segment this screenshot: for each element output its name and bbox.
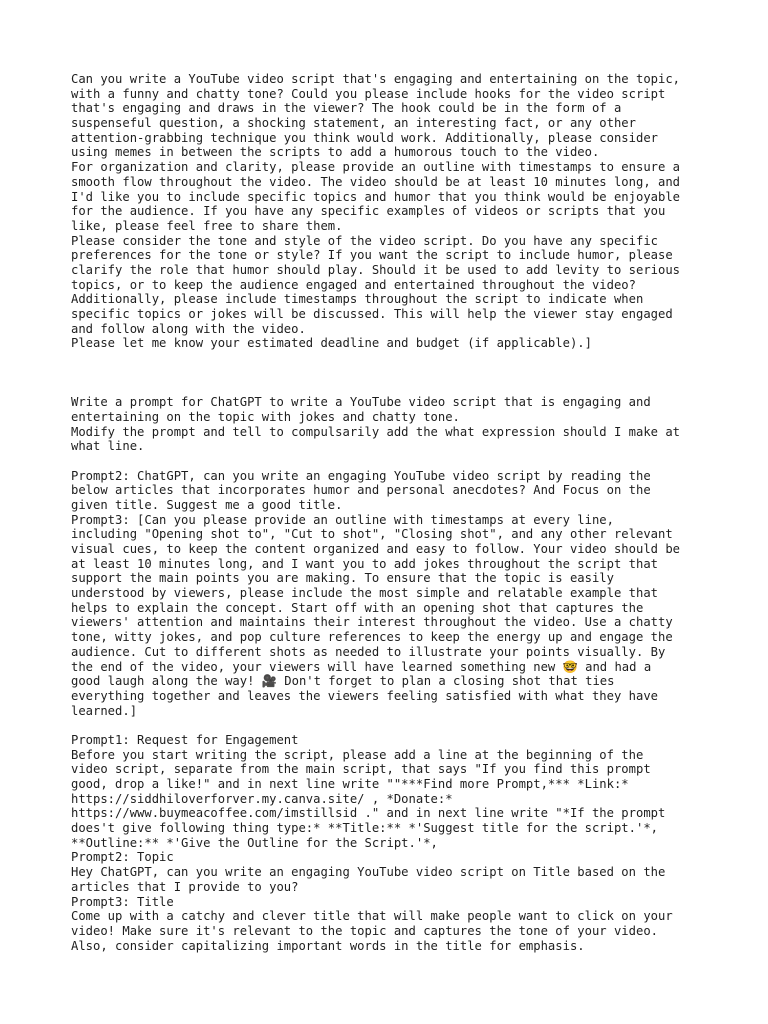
text-line: Write a prompt for ChatGPT to write a YouTube video script that is engaging and: [71, 395, 651, 410]
text-line: Additionally, please include timestamps throughout the script to indicate when: [71, 292, 644, 307]
text-line: and follow along with the video.: [71, 321, 306, 336]
text-line: good laugh along the way! 🎥 Don't forget to plan a closing shot that ties: [71, 674, 615, 689]
text-line: with a funny and chatty tone? Could you please include hooks for the video script: [71, 86, 666, 101]
text-line: video! Make sure it's relevant to the topic and captures the tone of your video.: [71, 923, 658, 938]
text-line: for the audience. If you have any specific examples of videos or scripts that you: [71, 204, 666, 219]
text-line: like, please feel free to share them.: [71, 218, 343, 233]
text-line: video script, separate from the main script, that says "If you find this prompt: [71, 762, 651, 777]
text-line: articles that I provide to you?: [71, 879, 299, 894]
text-line: Hey ChatGPT, can you write an engaging YouTube video script on Title based on the: [71, 865, 666, 880]
text-line: visual cues, to keep the content organized and easy to follow. Your video should be: [71, 542, 681, 557]
blank-spacer: [71, 380, 711, 395]
text-line: Prompt2: Topic: [71, 850, 174, 865]
blank-spacer: [71, 351, 711, 380]
text-line: that's engaging and draws in the viewer? The hook could be in the form of a: [71, 101, 622, 116]
text-line: Before you start writing the script, please add a line at the beginning of the: [71, 747, 644, 762]
text-line: https://siddhiloverforver.my.canva.site/ , *Donate:*: [71, 791, 453, 806]
paragraph-prompt-series: [71, 733, 711, 953]
text-line: https://www.buymeacoffee.com/imstillsid ." and in next line write "*If the prompt: [71, 806, 666, 821]
text-line: the end of the video, your viewers will have learned something new 🤓 and had a: [71, 659, 652, 674]
text-line: specific topics or jokes will be discussed. This will help the viewer stay engaged: [71, 307, 673, 321]
text-line: Prompt3: [Can you please provide an outline with timestamps at every line,: [71, 512, 614, 527]
text-line: For organization and clarity, please provide an outline with timestamps to ensure a: [71, 160, 681, 175]
paragraph-chatgpt-prompt-instruction: [71, 395, 711, 454]
text-line: suspenseful question, a shocking statement, an interesting fact, or any other: [71, 116, 636, 131]
text-line: Please consider the tone and style of the video script. Do you have any specific: [71, 233, 658, 248]
text-line: attention-grabbing technique you think would work. Additionally, please consider: [71, 130, 658, 145]
text-line: understood by viewers, please include the most simple and relatable example that: [71, 586, 658, 601]
text-line: tone, witty jokes, and pop culture references to keep the energy up and engage the: [71, 630, 673, 645]
text-line: helps to explain the concept. Start off with an opening shot that captures the: [71, 600, 644, 615]
text-line: Prompt1: Request for Engagement: [71, 732, 299, 747]
blank-spacer: [71, 454, 711, 469]
text-line: below articles that incorporates humor and personal anecdotes? And Focus on the: [71, 483, 651, 498]
text-line: topics, or to keep the audience engaged and entertained throughout the video?: [71, 277, 636, 292]
text-line: at least 10 minutes long, and I want you to add jokes throughout the script that: [71, 556, 658, 571]
text-line: audience. Cut to different shots as needed to illustrate your points visually. By: [71, 644, 666, 659]
text-line: preferences for the tone or style? If you want the script to include humor, please: [71, 248, 673, 263]
text-line: Also, consider capitalizing important words in the title for emphasis.: [71, 938, 585, 953]
text-line: I'd like you to include specific topics and humor that you think would be enjoyable: [71, 189, 681, 204]
text-line: good, drop a like!" and in next line write ""***Find more Prompt,*** *Link:*: [71, 777, 629, 792]
document-page: [71, 72, 711, 953]
text-line: everything together and leaves the viewers feeling satisfied with what they have: [71, 688, 658, 703]
text-line: using memes in between the scripts to add a humorous touch to the video.: [71, 145, 600, 160]
blank-spacer: [71, 718, 711, 733]
text-line: smooth flow throughout the video. The video should be at least 10 minutes long, and: [71, 174, 681, 189]
text-line: Come up with a catchy and clever title that will make people want to click on your: [71, 909, 673, 924]
text-line: Prompt3: Title: [71, 894, 174, 909]
paragraph-intro-request: [71, 72, 711, 351]
text-line: viewers' attention and maintains their interest throughout the video. Use a chatty: [71, 615, 673, 630]
text-line: Please let me know your estimated deadline and budget (if applicable).]: [71, 336, 592, 351]
text-line: Modify the prompt and tell to compulsarily add the what expression should I make at: [71, 424, 681, 439]
text-line: Can you write a YouTube video script that's engaging and entertaining on the topic,: [71, 72, 681, 86]
text-line: support the main points you are making. To ensure that the topic is easily: [71, 571, 614, 586]
text-line: Prompt2: ChatGPT, can you write an engaging YouTube video script by reading the: [71, 468, 651, 483]
text-line: including "Opening shot to", "Cut to shot", "Closing shot", and any other relevant: [71, 527, 673, 542]
text-line: learned.]: [71, 703, 138, 718]
text-line: given title. Suggest me a good title.: [71, 497, 343, 512]
text-line: entertaining on the topic with jokes and chatty tone.: [71, 409, 460, 424]
text-line: does't give following thing type:* **Title:** *'Suggest title for the script.'*,: [71, 821, 658, 836]
text-line: clarify the role that humor should play. Should it be used to add levity to serious: [71, 262, 681, 277]
text-line: **Outline:** *'Give the Outline for the Script.'*,: [71, 835, 438, 850]
paragraph-prompt2-prompt3: [71, 469, 711, 719]
text-line: what line.: [71, 439, 145, 454]
